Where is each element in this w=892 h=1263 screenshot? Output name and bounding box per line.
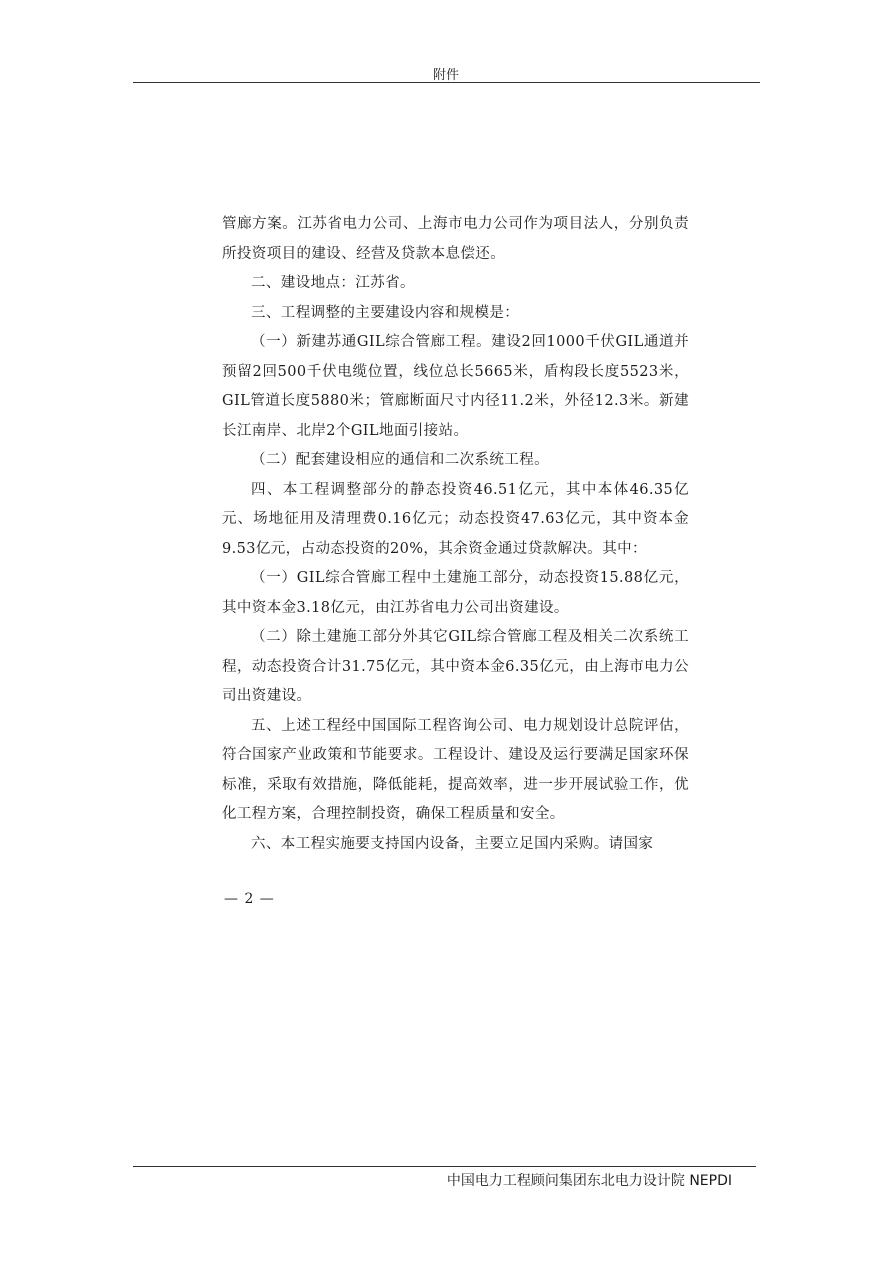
footer-organization: 中国电力工程顾问集团东北电力设计院 NEPDI [446, 1173, 732, 1189]
paragraph-7: （一）GIL综合管廊工程中土建施工部分，动态投资15.88亿元，其中资本金3.18亿元，由江苏省电力公司出资建设。 [222, 570, 689, 616]
header-label: 附件 [432, 68, 459, 83]
paragraph-10: 六、本工程实施要支持国内设备，主要立足国内采购。请国家 [251, 835, 654, 852]
paragraph-3: 三、工程调整的主要建设内容和规模是： [251, 304, 520, 321]
paragraph-2: 二、建设地点：江苏省。 [251, 275, 415, 291]
paragraph-5: （二）配套建设相应的通信和二次系统工程。 [251, 452, 549, 468]
paragraph-6: 四、本工程调整部分的静态投资46.51亿元，其中本体46.35亿元、场地征用及清理费0.16亿元；动态投资47.63亿元，其中资本金9.53亿元，占动态投资的20%，其余资金通过贷款解决。其中： [222, 481, 689, 557]
paragraph-9: 五、上述工程经中国国际工程咨询公司、电力规划设计总院评估，符合国家产业政策和节能要求。工程设计、建设及运行要满足国家环保标准，采取有效措施，降低能耗，提高效率，进一步开展试验工作，优化工程方案，合理控制投资，确保工程质量和安全。 [222, 717, 689, 822]
page-number: — 2 — [224, 891, 275, 907]
document-body [222, 210, 689, 859]
paragraph-1: 管廊方案。江苏省电力公司、上海市电力公司作为项目法人，分别负责所投资项目的建设、经营及贷款本息偿还。 [222, 216, 689, 262]
paragraph-4: （一）新建苏通GIL综合管廊工程。建设2回1000千伏GIL通道并预留2回500千伏电缆位置，线位总长5665米，盾构段长度5523米，GIL管道长度5880米；管廊断面尺寸内径11.2米，外径12.3米。新建长江南岸、北岸2个GIL地面引接站。 [222, 334, 689, 439]
footer-divider [133, 1166, 756, 1167]
paragraph-8: （二）除土建施工部分外其它GIL综合管廊工程及相关二次系统工程，动态投资合计31.75亿元，其中资本金6.35亿元，由上海市电力公司出资建设。 [222, 629, 689, 704]
header-divider [133, 82, 760, 83]
